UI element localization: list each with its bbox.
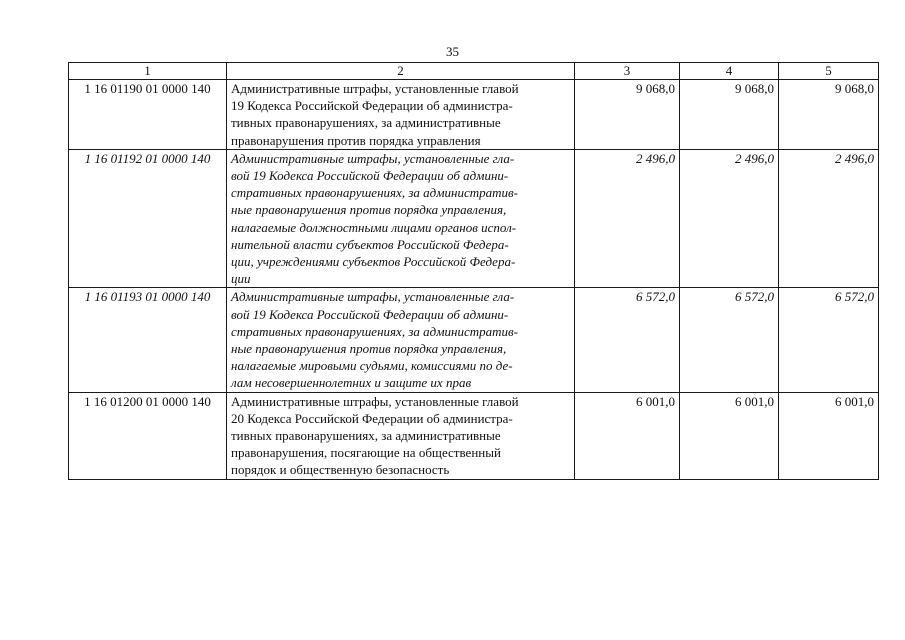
description-line: налагаемые должностными лицами органов испол- (231, 219, 517, 235)
description-line: порядок и общественную безопасность (231, 462, 450, 478)
row-description (227, 80, 575, 150)
amount-col-3: 6 572,0 (575, 288, 680, 392)
description-line: Административные штрафы, установленные главой (231, 81, 519, 96)
header-col-1: 1 (69, 63, 227, 80)
description-line: тивных правонарушениях, за административные (231, 115, 501, 131)
description-line: Административные штрафы, установленные гла- (231, 150, 515, 166)
description-line: тивных правонарушениях, за административные (231, 428, 501, 444)
amount-col-4: 9 068,0 (680, 80, 779, 150)
description-line: Административные штрафы, установленные главой (231, 393, 519, 409)
amount-col-4: 2 496,0 (680, 149, 779, 288)
amount-col-5: 2 496,0 (779, 149, 879, 288)
table-row (69, 288, 879, 392)
amount-col-3: 6 001,0 (575, 392, 680, 479)
header-col-5: 5 (779, 63, 879, 80)
header-col-3: 3 (575, 63, 680, 80)
description-line: 20 Кодекса Российской Федерации об администра- (231, 410, 513, 426)
table-row (69, 149, 879, 288)
row-description (227, 288, 575, 392)
description-line: правонарушения, посягающие на общественный (231, 445, 501, 461)
header-col-2: 2 (227, 63, 575, 80)
amount-col-3: 9 068,0 (575, 80, 680, 150)
budget-code: 1 16 01193 01 0000 140 (69, 288, 227, 392)
amount-col-4: 6 572,0 (680, 288, 779, 392)
amount-col-4: 6 001,0 (680, 392, 779, 479)
description-line: ные правонарушения против порядка управления, (231, 202, 507, 218)
description-line: налагаемые мировыми судьями, комиссиями по де- (231, 358, 513, 374)
amount-col-5: 9 068,0 (779, 80, 879, 150)
budget-code: 1 16 01190 01 0000 140 (69, 80, 227, 150)
amount-col-3: 2 496,0 (575, 149, 680, 288)
amount-col-5: 6 572,0 (779, 288, 879, 392)
description-line: вой 19 Кодекса Российской Федерации об админи- (231, 168, 509, 184)
description-line: Административные штрафы, установленные гла- (231, 289, 515, 305)
page-number: 35 (446, 44, 459, 59)
description-line: вой 19 Кодекса Российской Федерации об админи- (231, 306, 509, 322)
description-line: лам несовершеннолетних и защите их прав (231, 375, 472, 391)
description-line: нительной власти субъектов Российской Федера- (231, 236, 509, 252)
description-line: ции, учреждениями субъектов Российской Федера- (231, 254, 516, 270)
table-row (69, 392, 879, 479)
header-col-4: 4 (680, 63, 779, 80)
description-line: правонарушения против порядка управления (231, 132, 481, 148)
amount-col-5: 6 001,0 (779, 392, 879, 479)
table-row (69, 80, 879, 150)
description-line: 19 Кодекса Российской Федерации об администра- (231, 98, 513, 114)
row-description (227, 149, 575, 288)
budget-code: 1 16 01192 01 0000 140 (69, 149, 227, 288)
description-line: ные правонарушения против порядка управления, (231, 341, 507, 357)
row-description (227, 392, 575, 479)
budget-code: 1 16 01200 01 0000 140 (69, 392, 227, 479)
header-row (69, 63, 879, 80)
description-line: ции (231, 271, 251, 287)
budget-table (68, 62, 879, 480)
description-line: стративных правонарушениях, за административ- (231, 323, 518, 339)
description-line: стративных правонарушениях, за административ- (231, 185, 518, 201)
